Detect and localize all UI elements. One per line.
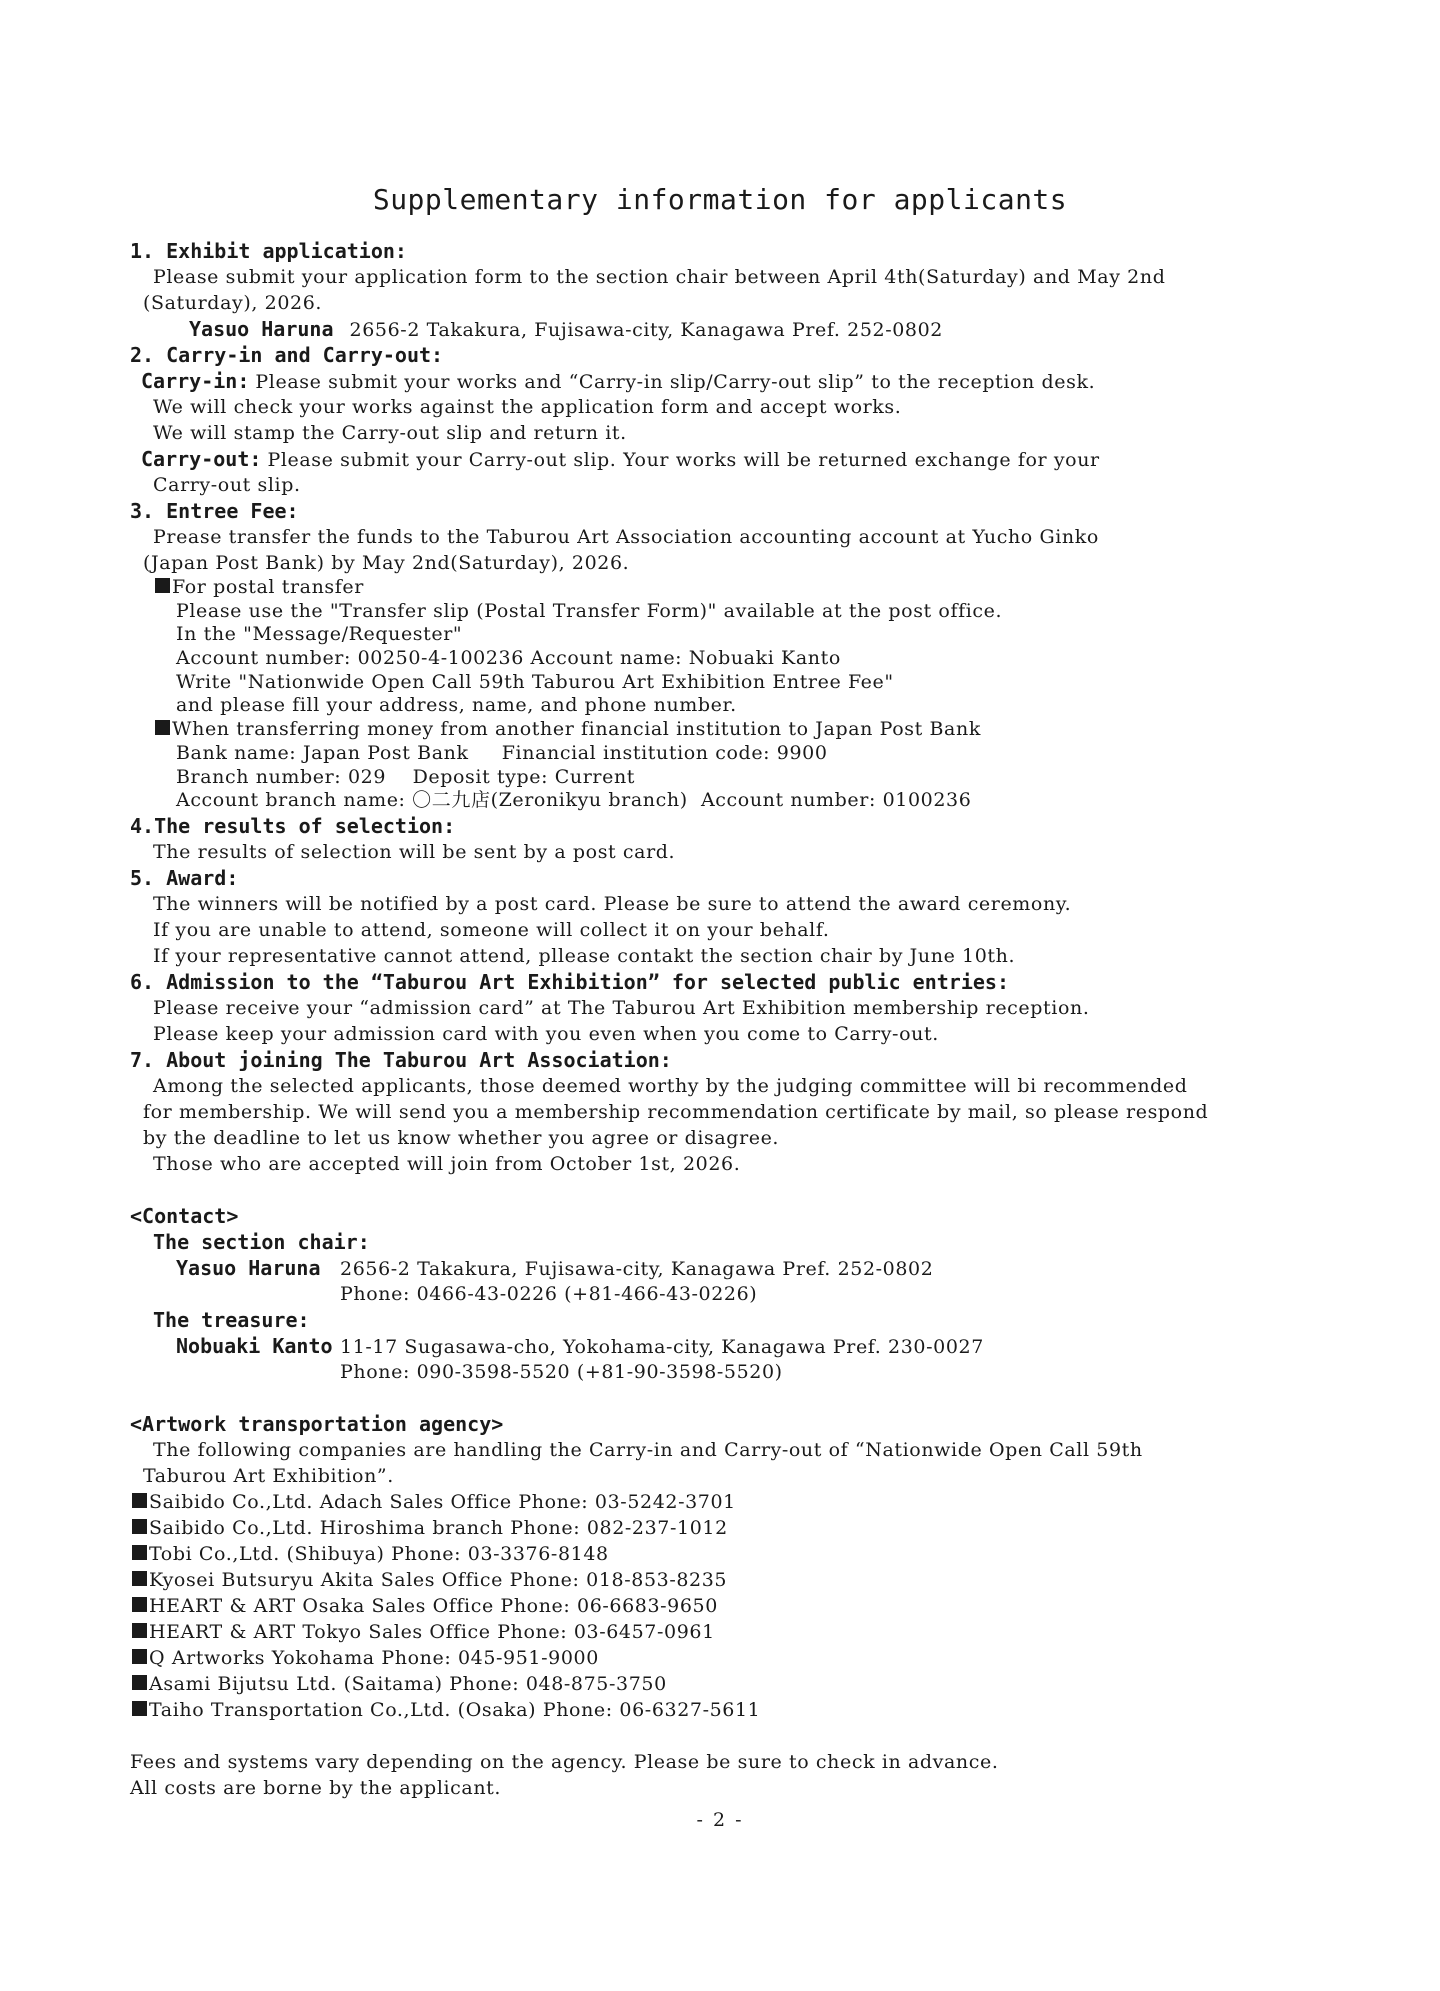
- carry-out-text: Carry-out slip.: [153, 474, 301, 496]
- section-7-text: Those who are accepted will join from October 1st, 2026.: [153, 1152, 741, 1175]
- contact-name: Yasuo Haruna: [189, 317, 334, 341]
- section-1-heading: 1. Exhibit application:: [130, 239, 407, 263]
- list-item: Taiho Transportation Co.,Ltd. (Osaka) Phone: 06-6327-5611: [0, 1697, 1440, 1723]
- section-2-heading: 2. Carry-in and Carry-out:: [130, 343, 444, 367]
- bank-transfer-text: Branch number: 029 Deposit type: Current: [176, 765, 636, 788]
- list-item: Asami Bijutsu Ltd. (Saitama) Phone: 048-875-3750: [0, 1671, 1440, 1697]
- list-item: HEART & ART Osaka Sales Office Phone: 06-6683-9650: [0, 1593, 1440, 1619]
- square-bullet-icon: [132, 1519, 147, 1534]
- section-5-text: The winners will be notified by a post card. Please be sure to attend the award ceremony.: [153, 892, 1072, 915]
- section-chair-label: The section chair:: [153, 1229, 370, 1254]
- document-body: [0, 238, 1440, 1801]
- section-7-text: Among the selected applicants, those deemed worthy by the judging committee will bi recommended: [153, 1074, 1188, 1097]
- section-chair-name: Yasuo Haruna: [176, 1255, 321, 1280]
- treasure-name: Nobuaki Kanto: [176, 1333, 333, 1358]
- section-7-text: by the deadline to let us know whether you agree or disagree.: [143, 1126, 780, 1149]
- square-bullet-icon: [132, 1571, 147, 1586]
- postal-transfer-text: In the "Message/Requester": [176, 623, 463, 646]
- list-item: HEART & ART Tokyo Sales Office Phone: 03-6457-0961: [0, 1619, 1440, 1645]
- treasure-label: The treasure:: [153, 1307, 310, 1332]
- square-bullet-icon: [132, 1545, 147, 1560]
- section-7-text: for membership. We will send you a membership recommendation certificate by mail, so please respond: [143, 1100, 1209, 1123]
- treasure-address: 11-17 Sugasawa-cho, Yokohama-city, Kanagawa Pref. 230-0027: [340, 1335, 984, 1358]
- section-5-text: If your representative cannot attend, pllease contakt the section chair by June 10th.: [153, 944, 1016, 967]
- postal-transfer-text: and please fill your address, name, and phone number.: [176, 694, 737, 717]
- bank-transfer-text: Account branch name: 〇二九店(Zeronikyu branch) Account number: 0100236: [176, 789, 972, 812]
- section-chair-address: 2656-2 Takakura, Fujisawa-city, Kanagawa Pref. 252-0802: [340, 1257, 934, 1280]
- square-bullet-icon: [132, 1597, 147, 1612]
- square-bullet-icon: [132, 1701, 147, 1716]
- postal-transfer-heading: For postal transfer: [172, 576, 364, 598]
- postal-transfer-text: Please use the "Transfer slip (Postal Transfer Form)" available at the post office.: [176, 599, 1003, 622]
- list-item: Q Artworks Yokohama Phone: 045-951-9000: [0, 1645, 1440, 1671]
- section-1-text: Please submit your application form to the section chair between April 4th(Saturday) and May 2nd: [153, 266, 1166, 288]
- postal-transfer-text: Write "Nationwide Open Call 59th Taburou Art Exhibition Entree Fee": [176, 670, 894, 693]
- agency-intro: The following companies are handling the Carry-in and Carry-out of “Nationwide Open Call 59th: [153, 1438, 1143, 1461]
- section-1: [0, 238, 1440, 264]
- carry-out-label: Carry-out:: [141, 447, 262, 471]
- section-7-heading: 7. About joining The Taburou Art Association:: [130, 1047, 672, 1072]
- list-item: Tobi Co.,Ltd. (Shibuya) Phone: 03-3376-8148: [0, 1541, 1440, 1567]
- square-bullet-icon: [132, 1649, 147, 1664]
- postal-transfer-text: Account number: 00250-4-100236 Account name: Nobuaki Kanto: [176, 647, 841, 670]
- section-3-heading: 3. Entree Fee:: [130, 499, 299, 523]
- carry-in-text: Please submit your works and “Carry-in slip/Carry-out slip” to the reception desk.: [255, 371, 1096, 393]
- square-bullet-icon: [132, 1623, 147, 1638]
- section-5-heading: 5. Award:: [130, 865, 239, 890]
- agency-intro: Taburou Art Exhibition”.: [143, 1464, 394, 1487]
- section-4-heading: 4.The results of selection:: [130, 813, 456, 838]
- list-item: Kyosei Butsuryu Akita Sales Office Phone: 018-853-8235: [0, 1567, 1440, 1593]
- list-item: Saibido Co.,Ltd. Adach Sales Office Phone: 03-5242-3701: [0, 1489, 1440, 1515]
- page-number: - 2 -: [696, 1809, 744, 1831]
- carry-in-text: We will stamp the Carry-out slip and return it.: [153, 422, 627, 444]
- bank-transfer-heading: When transferring money from another financial institution to Japan Post Bank: [172, 718, 981, 741]
- section-6-heading: 6. Admission to the “Taburou Art Exhibition” for selected public entries:: [130, 969, 1009, 994]
- section-5-text: If you are unable to attend, someone will collect it on your behalf.: [153, 918, 830, 941]
- section-1-text: (Saturday), 2026.: [143, 292, 323, 314]
- section-3-text: (Japan Post Bank) by May 2nd(Saturday), 2026.: [143, 552, 630, 574]
- section-3-text: Prease transfer the funds to the Taburou Art Association accounting account at Yucho Ginko: [153, 526, 1099, 548]
- bank-transfer-text: Bank name: Japan Post Bank Financial institution code: 9900: [176, 741, 828, 764]
- square-bullet-icon: [155, 720, 170, 735]
- contact-address: 2656-2 Takakura, Fujisawa-city, Kanagawa Pref. 252-0802: [349, 319, 943, 341]
- footer-note: All costs are borne by the applicant.: [130, 1776, 502, 1799]
- section-4-text: The results of selection will be sent by a post card.: [153, 840, 676, 863]
- contact-heading: <Contact>: [130, 1203, 239, 1228]
- agency-heading: <Artwork transportation agency>: [130, 1411, 504, 1436]
- list-item: Saibido Co.,Ltd. Hiroshima branch Phone: 082-237-1012: [0, 1515, 1440, 1541]
- treasure-phone: Phone: 090-3598-5520 (+81-90-3598-5520): [340, 1360, 783, 1383]
- carry-in-label: Carry-in:: [141, 369, 250, 393]
- footer-note: Fees and systems vary depending on the agency. Please be sure to check in advance.: [130, 1750, 999, 1773]
- section-6-text: Please receive your “admission card” at The Taburou Art Exhibition membership reception.: [153, 996, 1090, 1019]
- carry-in-text: We will check your works against the application form and accept works.: [153, 396, 902, 418]
- page-title: Supplementary information for applicants: [372, 183, 1068, 216]
- section-6-text: Please keep your admission card with you even when you come to Carry-out.: [153, 1022, 939, 1045]
- square-bullet-icon: [132, 1675, 147, 1690]
- carry-out-text: Please submit your Carry-out slip. Your works will be returned exchange for your: [267, 449, 1100, 471]
- section-chair-phone: Phone: 0466-43-0226 (+81-466-43-0226): [340, 1282, 758, 1305]
- square-bullet-icon: [132, 1493, 147, 1508]
- square-bullet-icon: [155, 578, 170, 593]
